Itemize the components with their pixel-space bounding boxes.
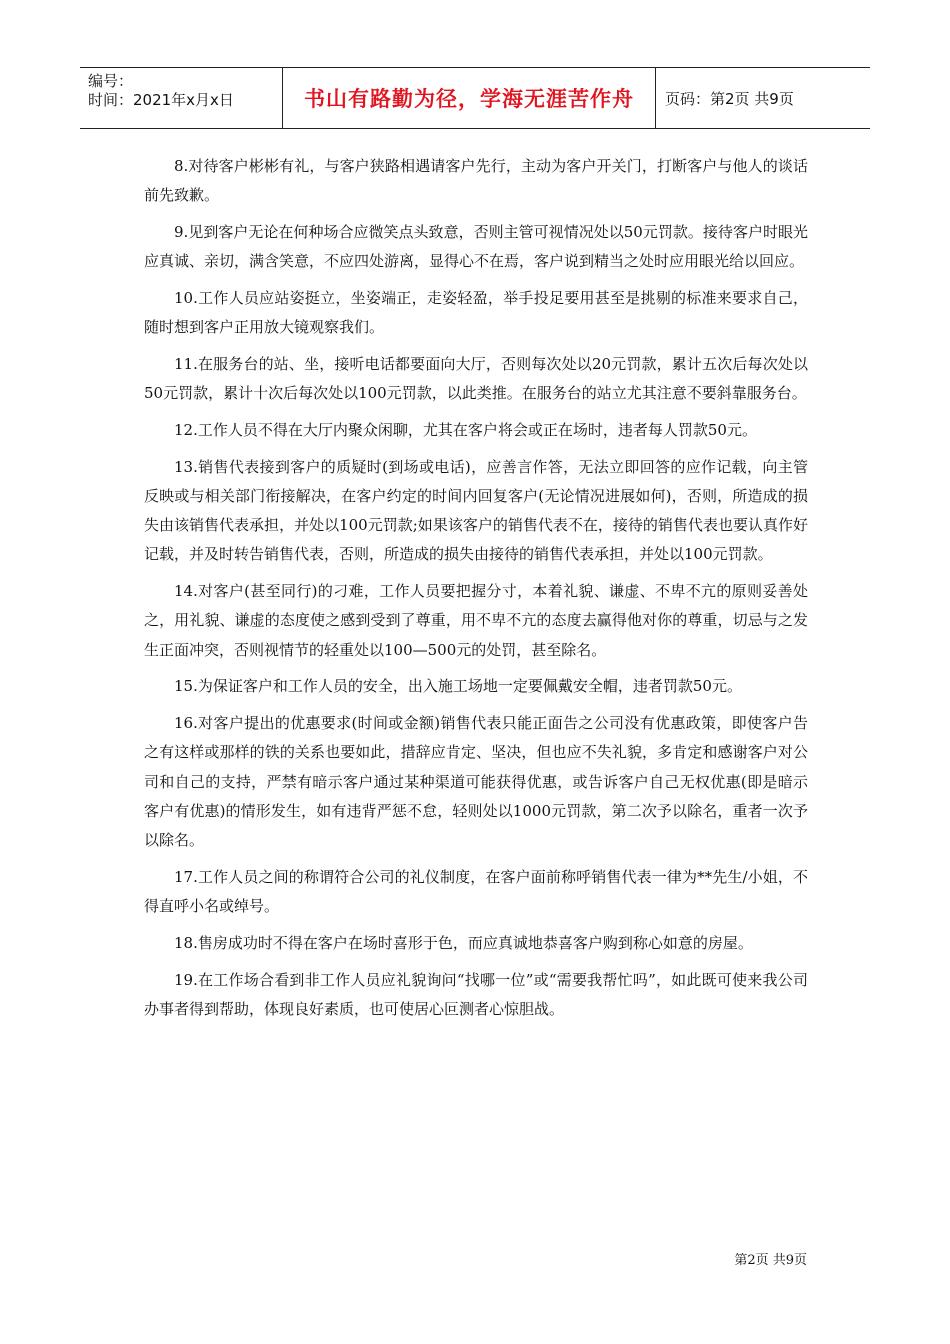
paragraph: 19.在工作场合看到非工作人员应礼貌询问“找哪一位”或“需要我帮忙吗”，如此既可使来我公司办事者得到帮助，体现良好素质，也可使居心叵测者心惊胆战。 bbox=[144, 970, 808, 1018]
paragraph: 11.在服务台的站、坐，接听电话都要面向大厅，否则每次处以20元罚款，累计五次后每次处以50元罚款，累计十次后每次处以100元罚款，以此类推。在服务台的站立尤其注意不要斜靠服务台。 bbox=[144, 355, 808, 403]
paragraph: 13.销售代表接到客户的质疑时(到场或电话)，应善言作答，无法立即回答的应作记载，向主管反映或与相关部门衔接解决，在客户约定的时间内回复客户(无论情况进展如何)，否则，所造成的损失由该销售代表承担，并处以100元罚款;如果该客户的销售代表不在，接待的销售代表也要认真作好记载，并及时转告销售代表，否则，所造成的损失由接待的销售代表承担，并处以100元罚款。 bbox=[144, 457, 808, 564]
paragraph: 9.见到客户无论在何种场合应微笑点头致意，否则主管可视情况处以50元罚款。接待客户时眼光应真诚、亲切，满含笑意，不应四处游离，显得心不在焉，客户说到精当之处时应用眼光给以回应。 bbox=[144, 223, 808, 271]
paragraph: 14.对客户(甚至同行)的刁难，工作人员要把握分寸，本着礼貌、谦虚、不卑不亢的原则妥善处之，用礼貌、谦虚的态度使之感到受到了尊重，用不卑不亢的态度去赢得他对你的尊重，切忌与之发生正面冲突，否则视情节的轻重处以100—500元的处罚，甚至除名。 bbox=[144, 582, 808, 659]
document-number-label: 编号： bbox=[88, 72, 134, 90]
header-motto: 书山有路勤为径，学海无涯苦作舟 bbox=[282, 68, 656, 128]
paragraph: 16.对客户提出的优惠要求(时间或金额)销售代表只能正面告之公司没有优惠政策，即使客户告之有这样或那样的铁的关系也要如此，措辞应肯定、坚决，但也应不失礼貌，多肯定和感谢客户对公司和自己的支持，严禁有暗示客户通过某种渠道可能获得优惠，或告诉客户自己无权优惠(即是暗示客户有优惠)的情形发生，如有违背严惩不怠，轻则处以1000元罚款，第二次予以除名，重者一次予以除名。 bbox=[144, 714, 808, 850]
page-footer-number: 第2页 共9页 bbox=[734, 1253, 807, 1268]
paragraph: 8.对待客户彬彬有礼，与客户狭路相遇请客户先行，主动为客户开关门，打断客户与他人的谈话前先致歉。 bbox=[144, 157, 808, 205]
header-meta bbox=[80, 68, 282, 128]
document-time-label: 时间：2021年x月x日 bbox=[88, 91, 234, 109]
page-header bbox=[80, 67, 870, 129]
paragraph: 15.为保证客户和工作人员的安全，出入施工场地一定要佩戴安全帽，违者罚款50元。 bbox=[174, 677, 742, 696]
header-page-number: 页码：第2页 共9页 bbox=[665, 89, 794, 108]
document-body bbox=[144, 152, 808, 1032]
paragraph: 12.工作人员不得在大厅内聚众闲聊，尤其在客户将会或正在场时，违者每人罚款50元。 bbox=[174, 421, 757, 439]
paragraph: 18.售房成功时不得在客户在场时喜形于色，而应真诚地恭喜客户购到称心如意的房屋。 bbox=[174, 933, 753, 952]
paragraph: 17.工作人员之间的称谓符合公司的礼仪制度，在客户面前称呼销售代表一律为**先生/小姐，不得直呼小名或绰号。 bbox=[144, 867, 808, 916]
paragraph: 10.工作人员应站姿挺立，坐姿端正，走姿轻盈，举手投足要用甚至是挑剔的标准来要求自己，随时想到客户正用放大镜观察我们。 bbox=[144, 289, 808, 337]
